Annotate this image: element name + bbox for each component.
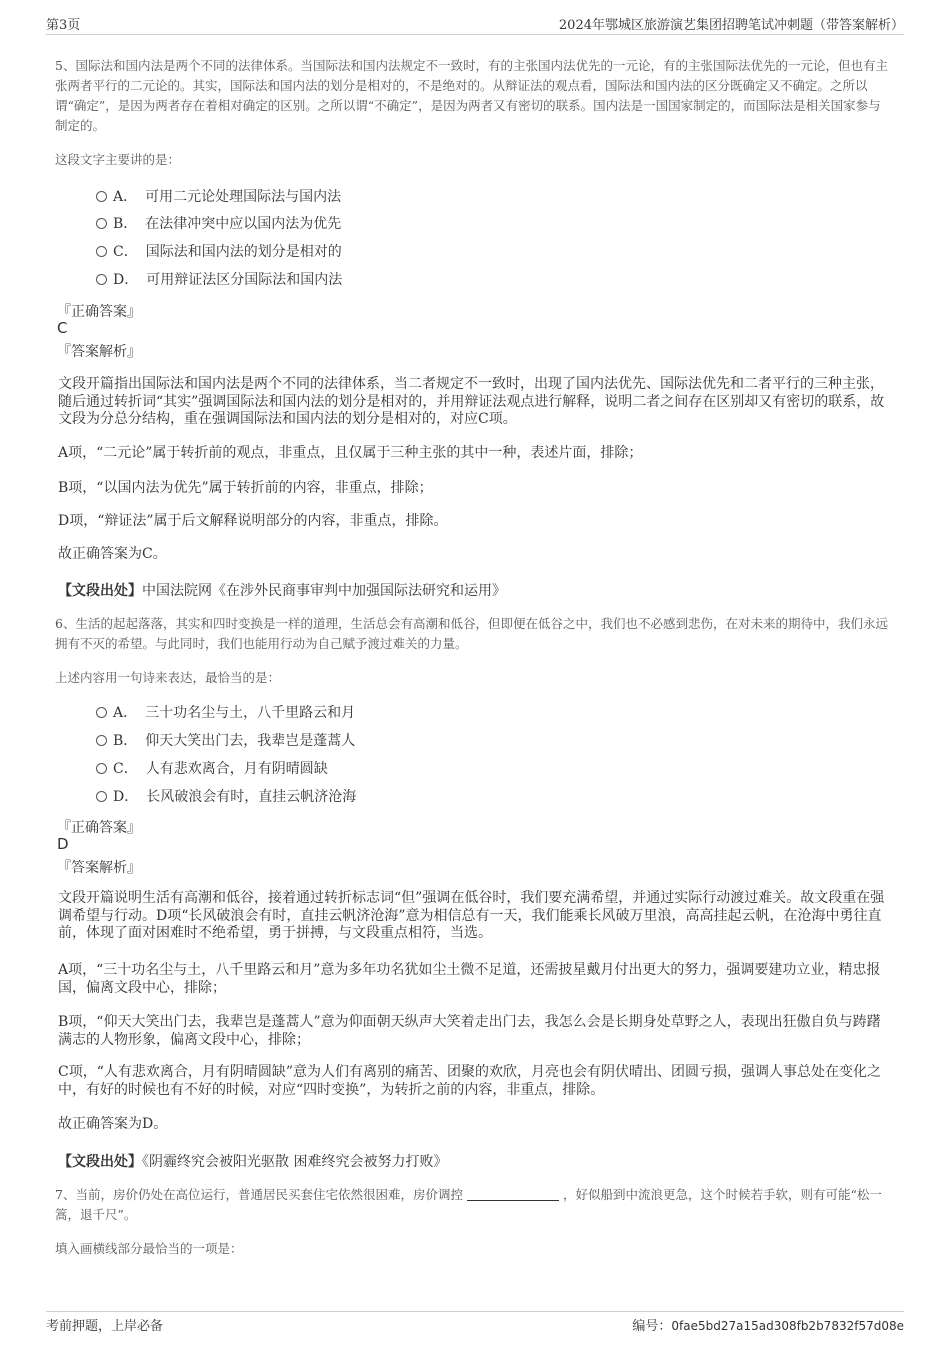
q5-option-d[interactable]: D． 可用辩证法区分国际法和国内法 xyxy=(96,270,342,290)
footer-slogan: 考前押题，上岸必备 xyxy=(46,1319,164,1334)
q5-source: 【文段出处】中国法院网《在涉外民商事审判中加强国际法研究和运用》 xyxy=(58,583,506,599)
q5-analysis-main: 文段开篇指出国际法和国内法是两个不同的法律体系，当二者规定不一致时，出现了国内法优先、国际法优先和二者平行的三种主张，随后通过转折词“其实”强调国际法和国内法的划分是相对的，并用辩证法观点进行解释，说明二者之间存在区别却又有密切的联系，故文段为分总分结构，重在强调国际法和国内法的划分是相对的，对应C项。 xyxy=(58,376,885,427)
radio-icon[interactable] xyxy=(96,218,107,229)
q5-analysis-a: A项，“二元论”属于转折前的观点，非重点，且仅属于三种主张的其中一种，表述片面，排除； xyxy=(58,445,643,461)
q6-answer-label: 『正确答案』 xyxy=(57,820,141,836)
radio-icon[interactable] xyxy=(96,246,107,257)
q5-ask: 这段文字主要讲的是： xyxy=(55,152,181,167)
q6-analysis-a: A项，“三十功名尘与土，八千里路云和月”意为多年功名犹如尘土微不足道，还需披星戴月付出更大的努力，强调要建功立业，精忠报国，偏离文段中心，排除； xyxy=(58,962,881,996)
radio-icon[interactable] xyxy=(96,763,107,774)
radio-icon[interactable] xyxy=(96,791,107,802)
q6-option-a[interactable]: A． 三十功名尘与土，八千里路云和月 xyxy=(96,703,355,723)
q6-conclusion: 故正确答案为D。 xyxy=(58,1116,168,1132)
radio-icon[interactable] xyxy=(96,191,107,202)
q5-answer-label: 『正确答案』 xyxy=(57,304,141,320)
q6-stem: 6、生活的起起落落，其实和四时变换是一样的道理，生活总会有高潮和低谷，但即便在低谷之中，我们也不必感到悲伤，在对未来的期待中，我们永远拥有不灭的希望。与此同时，我们也能用行动为自己赋予渡过难关的力量。 xyxy=(55,616,888,651)
page-footer xyxy=(46,1311,904,1334)
radio-icon[interactable] xyxy=(96,274,107,285)
q7-stem: 7、当前，房价仍处在高位运行，普通居民买套住宅依然很困难，房价调控 ，好似船到中流浪更急，这个时候若手软，则有可能“松一篙，退千尺”。 xyxy=(55,1187,882,1222)
q6-analysis-label: 『答案解析』 xyxy=(57,860,141,876)
q6-analysis-c: C项，“人有悲欢离合，月有阴晴圆缺”意为人们有离别的痛苦、团聚的欢欣，月亮也会有阴伏晴出、团圆亏损，强调人事总处在变化之中，有好的时候也有不好的时候，对应“四时变换”，为转折之前的内容，非重点，排除。 xyxy=(58,1064,882,1098)
q5-option-b[interactable]: B． 在法律冲突中应以国内法为优先 xyxy=(96,214,341,234)
page-number: 第3页 xyxy=(46,18,81,33)
q6-answer: D xyxy=(57,835,69,853)
q6-ask: 上述内容用一句诗来表达，最恰当的是： xyxy=(55,670,281,685)
q6-analysis-b: B项，“仰天大笑出门去，我辈岂是蓬蒿人”意为仰面朝天纵声大笑着走出门去，我怎么会是长期身处草野之人，表现出狂傲自负与踌躇满志的人物形象，偏离文段中心，排除； xyxy=(58,1014,881,1048)
q6-option-d[interactable]: D． 长风破浪会有时，直挂云帆济沧海 xyxy=(96,787,356,807)
q7-ask: 填入画横线部分最恰当的一项是： xyxy=(55,1241,243,1256)
q6-option-b[interactable]: B． 仰天大笑出门去，我辈岂是蓬蒿人 xyxy=(96,731,355,751)
q6-option-c[interactable]: C． 人有悲欢离合，月有阴晴圆缺 xyxy=(96,759,328,779)
q5-analysis-d: D项，“辩证法”属于后文解释说明部分的内容，非重点，排除。 xyxy=(58,513,448,529)
q5-option-a[interactable]: A． 可用二元论处理国际法与国内法 xyxy=(96,187,341,207)
q5-option-c[interactable]: C． 国际法和国内法的划分是相对的 xyxy=(96,242,342,262)
q6-analysis-main: 文段开篇说明生活有高潮和低谷，接着通过转折标志词“但”强调在低谷时，我们要充满希望，并通过实际行动渡过难关。故文段重在强调希望与行动。D项“长风破浪会有时，直挂云帆济沧海”意为相信总有一天，我们能乘长风破万里浪，高高挂起云帆，在沧海中勇往直前，体现了面对困难时不绝希望，勇于拼搏，与文段重点相符，当选。 xyxy=(58,890,885,941)
document-title: 2024年鄂城区旅游演艺集团招聘笔试冲刺题（带答案解析） xyxy=(558,18,904,33)
q6-source: 【文段出处】《阴霾终究会被阳光驱散 困难终究会被努力打败》 xyxy=(58,1154,448,1170)
q5-conclusion: 故正确答案为C。 xyxy=(58,546,167,562)
radio-icon[interactable] xyxy=(96,735,107,746)
document-code: 编号：0fae5bd27a15ad308fb2b7832f57d08e xyxy=(632,1319,904,1334)
q5-analysis-b: B项，“以国内法为优先”属于转折前的内容，非重点，排除； xyxy=(58,480,433,496)
q5-analysis-label: 『答案解析』 xyxy=(57,344,141,360)
q5-stem: 5、国际法和国内法是两个不同的法律体系。当国际法和国内法规定不一致时，有的主张国内法优先的一元论，有的主张国际法优先的一元论，但也有主张两者平行的二元论的。其实，国际法和国内法的划分是相对的，不是绝对的。从辩证法的观点看，国际法和国内法的区分既确定又不确定。之所以谓“确定”，是因为两者存在着相对确定的区别。之所以谓“不确定”，是因为两者又有密切的联系。国内法是一国国家制定的，而国际法是相关国家参与制定的。 xyxy=(55,58,888,133)
fill-in-blank[interactable] xyxy=(467,1188,559,1201)
page-header xyxy=(46,14,904,35)
q5-answer: C xyxy=(57,319,68,337)
radio-icon[interactable] xyxy=(96,707,107,718)
